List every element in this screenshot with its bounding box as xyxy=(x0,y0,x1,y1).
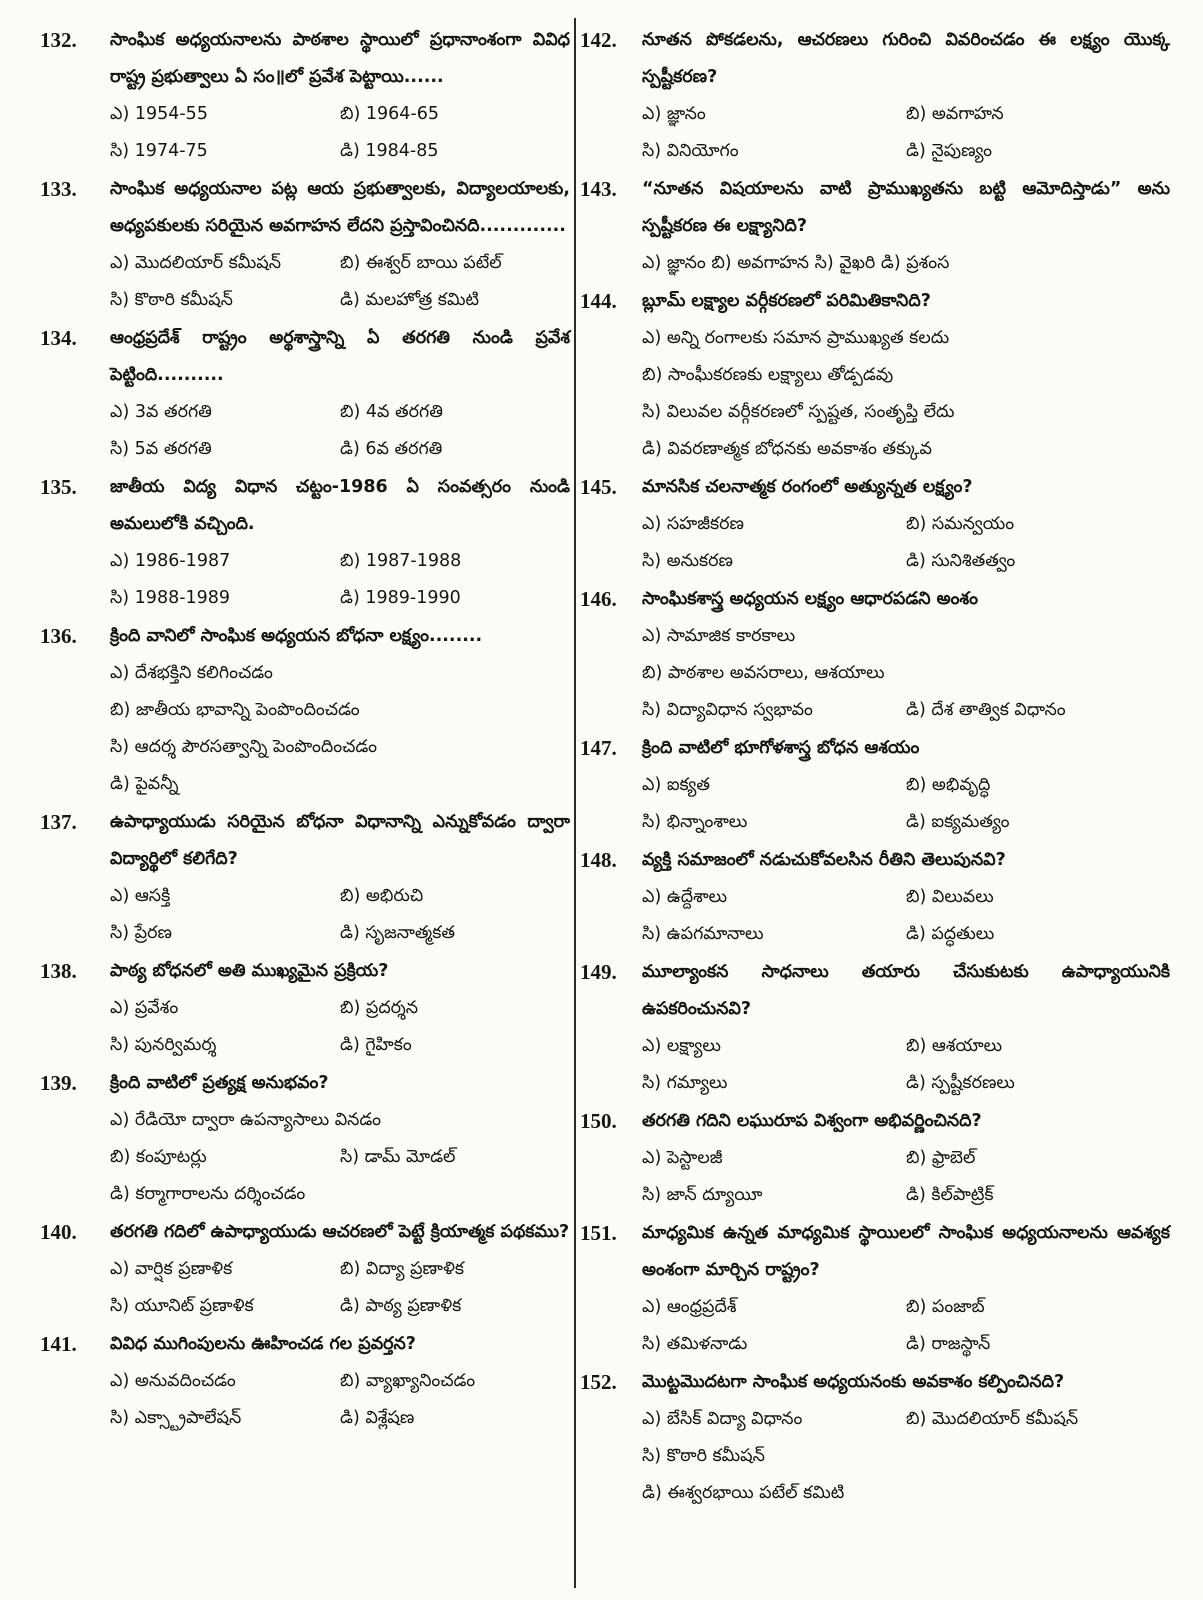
option: సి) కొఠారి కమీషన్ xyxy=(642,1446,765,1466)
question-text: మొట్టమొదటగా సాంఘిక అధ్యయనంకు అవకాశం కల్పించినది? xyxy=(642,1372,1065,1392)
question xyxy=(580,954,1170,1102)
question xyxy=(40,469,570,617)
option: ఎ) జ్ఞానం బి) అవగాహన సి) వైఖరి డి) ప్రశంస xyxy=(642,253,950,273)
question-stem xyxy=(580,1103,1170,1140)
option: బి) అభివృద్ధి xyxy=(906,775,991,795)
question-number: 136. xyxy=(40,624,77,648)
question-text: సాంఘిక అధ్యయనాల పట్ల ఆయ ప్రభుత్వాలకు, విద్యాలయాలకు, అధ్యపకులకు సరియైన అవగాహన లేదని ప్రస్తావించినది............. xyxy=(110,179,570,236)
question-stem xyxy=(40,1214,570,1251)
question-stem xyxy=(580,171,1170,245)
option: ఎ) 3వ తరగతి xyxy=(110,402,212,422)
question-number: 141. xyxy=(40,1332,77,1356)
option: బి) విద్యా ప్రణాళిక xyxy=(340,1259,465,1279)
option: సి) ఎక్స్ట్రాపాలేషన్ xyxy=(110,1408,242,1428)
option: ఎ) అన్ని రంగాలకు సమాన ప్రాముఖ్యత కలదు xyxy=(642,328,950,348)
option: డి) సృజనాత్మకత xyxy=(340,923,455,943)
option: బి) 1987-1988 xyxy=(340,551,462,571)
option: ఎ) వార్షిక ప్రణాళిక xyxy=(110,1259,233,1279)
option: బి) కంపూటర్లు xyxy=(110,1147,207,1167)
options xyxy=(40,1363,570,1437)
options xyxy=(40,878,570,952)
option: బి) విలువలు xyxy=(906,887,994,907)
options xyxy=(580,245,1170,282)
option: బి) ఫ్రాబెల్ xyxy=(906,1148,976,1168)
option: డి) సునిశితత్వం xyxy=(906,551,1016,571)
options xyxy=(580,1401,1170,1512)
options xyxy=(580,506,1170,580)
column-divider xyxy=(574,18,576,1588)
question-stem xyxy=(580,1364,1170,1401)
question-stem xyxy=(580,22,1170,96)
option: సి) 1988-1989 xyxy=(110,588,231,608)
option: సి) ఉపగమానాలు xyxy=(642,924,764,944)
question-number: 146. xyxy=(580,587,617,611)
question xyxy=(580,469,1170,580)
option: డి) పాఠ్య ప్రణాళిక xyxy=(340,1296,462,1316)
question-text: తరగతి గదిలో ఉపాధ్యాయుడు ఆచరణలో పెట్టే క్రియాత్మక పథకము? xyxy=(110,1222,570,1242)
option: సి) డామ్ మోడల్ xyxy=(340,1147,456,1167)
option: బి) అవగాహన xyxy=(906,104,1004,124)
option: డి) పద్ధతులు xyxy=(906,924,995,944)
question-text: వ్యక్తి సమాజంలో నడుచుకోవలసిన రీతిని తెలుపునవి? xyxy=(642,850,1006,870)
question-stem xyxy=(580,842,1170,879)
option: డి) స్పష్టీకరణలు xyxy=(906,1073,1015,1093)
options xyxy=(580,96,1170,170)
question xyxy=(580,581,1170,729)
option: డి) నైపుణ్యం xyxy=(906,141,993,161)
option: ఎ) దేశభక్తిని కలిగించడం xyxy=(110,663,273,683)
option: సి) ప్రేరణ xyxy=(110,923,172,943)
option: డి) గైహికం xyxy=(340,1035,412,1055)
question-stem xyxy=(580,1215,1170,1289)
question-number: 135. xyxy=(40,475,77,499)
question-number: 140. xyxy=(40,1220,77,1244)
question-number: 133. xyxy=(40,177,77,201)
question-text: పాఠ్య బోధనలో అతి ముఖ్యమైన ప్రక్రియ? xyxy=(110,961,389,981)
question-number: 132. xyxy=(40,28,77,52)
question-number: 151. xyxy=(580,1221,617,1245)
option: డి) 1984-85 xyxy=(340,141,439,161)
option: ఎ) అనువదించడం xyxy=(110,1371,236,1391)
option: సి) 5వ తరగతి xyxy=(110,439,212,459)
option: బి) ఆశయాలు xyxy=(906,1036,1003,1056)
option: ఎ) పెస్టాలజీ xyxy=(642,1148,723,1168)
options xyxy=(40,655,570,803)
question xyxy=(580,171,1170,282)
question-stem xyxy=(580,283,1170,320)
question xyxy=(580,1103,1170,1214)
option: ఎ) జ్ఞానం xyxy=(642,104,706,124)
question-number: 139. xyxy=(40,1071,77,1095)
question xyxy=(40,953,570,1064)
options xyxy=(580,320,1170,468)
question xyxy=(580,22,1170,170)
question-text: “నూతన విషయాలను వాటి ప్రాముఖ్యతను బట్టి ఆమోదిస్తాడు” అను స్పష్టీకరణ ఈ లక్ష్యానిది? xyxy=(642,179,1170,236)
question-stem xyxy=(40,469,570,543)
question-stem xyxy=(40,618,570,655)
option: బి) జాతీయ భావాన్ని పెంపొందించడం xyxy=(110,700,360,720)
question-number: 148. xyxy=(580,848,617,872)
option: సి) యూనిట్ ప్రణాళిక xyxy=(110,1296,254,1316)
question-number: 150. xyxy=(580,1109,617,1133)
option: సి) 1974-75 xyxy=(110,141,208,161)
option: డి) విశ్లేషణ xyxy=(340,1408,415,1428)
option: ఎ) మొదలియార్ కమీషన్ xyxy=(110,253,282,273)
question xyxy=(40,1326,570,1437)
option: సి) కొఠారి కమీషన్ xyxy=(110,290,233,310)
question xyxy=(580,1364,1170,1512)
option: సి) గమ్యాలు xyxy=(642,1073,728,1093)
options xyxy=(40,394,570,468)
question-number: 137. xyxy=(40,810,77,834)
option: డి) ఈశ్వరభాయి పటేల్ కమిటి xyxy=(642,1483,845,1503)
option: సి) పునర్విమర్శ xyxy=(110,1035,217,1055)
question-stem xyxy=(580,469,1170,506)
options xyxy=(580,1289,1170,1363)
option: సి) విలువల వర్గీకరణలో స్పష్టత, సంతృప్తి లేదు xyxy=(642,402,955,422)
option: సి) విద్యావిధాన స్వభావం xyxy=(642,700,813,720)
option: డి) రాజస్థాన్ xyxy=(906,1334,991,1354)
right-column xyxy=(580,22,1170,1513)
question-number: 147. xyxy=(580,736,617,760)
options xyxy=(580,618,1170,729)
option: బి) పాఠశాల అవసరాలు, ఆశయాలు xyxy=(642,663,885,683)
option: ఎ) సహజీకరణ xyxy=(642,514,744,534)
option: సి) తమిళనాడు xyxy=(642,1334,748,1354)
question-text: ఆంధ్రప్రదేశ్ రాష్ట్రం అర్థశాస్త్రాన్ని ఏ తరగతి నుండి ప్రవేశ పెట్టింది.......... xyxy=(110,328,570,385)
question xyxy=(580,283,1170,468)
options xyxy=(40,96,570,170)
options xyxy=(580,767,1170,841)
option: బి) వ్యాఖ్యానించడం xyxy=(340,1371,476,1391)
option: డి) కిల్‌పాట్రిక్ xyxy=(906,1185,994,1205)
option: డి) పైవన్నీ xyxy=(110,774,179,794)
option: బి) 4వ తరగతి xyxy=(340,402,443,422)
option: డి) మలహోత్ర కమిటి xyxy=(340,290,479,310)
question-number: 134. xyxy=(40,326,77,350)
option: సి) వినియోగం xyxy=(642,141,739,161)
option: బి) సమన్వయం xyxy=(906,514,1015,534)
option: బి) ప్రదర్శన xyxy=(340,998,419,1018)
option: సి) అనుకరణ xyxy=(642,551,733,571)
question xyxy=(40,1214,570,1325)
option: బి) పంజాబ్ xyxy=(906,1297,985,1317)
question xyxy=(40,1065,570,1213)
option: డి) ఐక్యమత్యం xyxy=(906,812,1010,832)
options xyxy=(580,879,1170,953)
option: డి) వివరణాత్మక బోధనకు అవకాశం తక్కువ xyxy=(642,439,932,459)
question-stem xyxy=(580,954,1170,1028)
option: ఎ) 1954-55 xyxy=(110,104,208,124)
options xyxy=(40,990,570,1064)
question-text: మాధ్యమిక ఉన్నత మాధ్యమిక స్థాయిలలో సాంఘిక అధ్యయనాలను ఆవశ్యక అంశంగా మార్చిన రాష్ట్రం? xyxy=(642,1223,1170,1280)
question-stem xyxy=(580,730,1170,767)
options xyxy=(40,1251,570,1325)
option: డి) 1989-1990 xyxy=(340,588,461,608)
option: బి) 1964-65 xyxy=(340,104,440,124)
options xyxy=(40,1102,570,1213)
option: బి) మొదలియార్ కమీషన్ xyxy=(906,1409,1079,1429)
question-stem xyxy=(580,581,1170,618)
question-stem xyxy=(40,320,570,394)
option: ఎ) 1986-1987 xyxy=(110,551,231,571)
option: బి) సాంఘీకరణకు లక్ష్యాలు తోడ్పడవు xyxy=(642,365,894,385)
question-text: జాతీయ విద్య విధాన చట్టం-1986 ఏ సంవత్సరం నుండి అమలులోకి వచ్చింది. xyxy=(110,477,570,534)
question-number: 143. xyxy=(580,177,617,201)
question-text: తరగతి గదిని లఘురూప విశ్వంగా అభివర్ణించినది? xyxy=(642,1111,982,1131)
question-stem xyxy=(40,953,570,990)
option: బి) అభిరుచి xyxy=(340,886,424,906)
question-text: ఉపాధ్యాయుడు సరియైన బోధనా విధానాన్ని ఎన్నుకోవడం ద్వారా విద్యార్థిలో కలిగేది? xyxy=(110,812,570,869)
question xyxy=(580,1215,1170,1363)
option: ఎ) రేడియో ద్వారా ఉపన్యాసాలు వినడం xyxy=(110,1110,381,1130)
question-stem xyxy=(40,804,570,878)
question xyxy=(580,842,1170,953)
question-number: 145. xyxy=(580,475,617,499)
question xyxy=(40,618,570,803)
option: సి) ఆదర్శ పౌరసత్వాన్ని పెంపొందించడం xyxy=(110,737,377,757)
option: సి) జాన్ ద్యూయీ xyxy=(642,1185,763,1205)
question xyxy=(40,804,570,952)
question-number: 142. xyxy=(580,28,617,52)
option: ఎ) ఆంధ్రప్రదేశ్ xyxy=(642,1297,737,1317)
left-column xyxy=(40,22,570,1438)
option: ఎ) లక్ష్యాలు xyxy=(642,1036,721,1056)
option: బి) ఈశ్వర్ బాయి పటేల్ xyxy=(340,253,502,273)
question-text: మూల్యాంకన సాధనాలు తయారు చేసుకుటకు ఉపాధ్యాయునికి ఉపకరించునవి? xyxy=(642,962,1170,1019)
question-text: వివిధ ముగింపులను ఊహించడ గల ప్రవర్తన? xyxy=(110,1334,416,1354)
question-text: క్రింది వాటిలో భూగోళశాస్త్ర బోధన ఆశయం xyxy=(642,738,920,758)
question-number: 144. xyxy=(580,289,617,313)
option: ఎ) సామాజిక కారకాలు xyxy=(642,626,796,646)
options xyxy=(580,1028,1170,1102)
question xyxy=(40,22,570,170)
option: డి) 6వ తరగతి xyxy=(340,439,443,459)
question-number: 152. xyxy=(580,1370,617,1394)
question-stem xyxy=(40,1326,570,1363)
question xyxy=(40,320,570,468)
question-text: క్రింది వాటిలో ప్రత్యక్ష అనుభవం? xyxy=(110,1073,329,1093)
question-text: సాంఘిక అధ్యయనాలను పాఠశాల స్థాయిలో ప్రధానాంశంగా వివిధ రాష్ట్ర ప్రభుత్వాలు ఏ సం॥లో ప్రవేశ పెట్టాయి...... xyxy=(110,30,570,87)
question-text: సాంఘికశాస్త్ర అధ్యయన లక్ష్యం ఆధారపడని అంశం xyxy=(642,589,979,609)
question-text: బ్లూమ్ లక్ష్యాల వర్గీకరణలో పరిమితికానిది? xyxy=(642,291,931,311)
question-stem xyxy=(40,171,570,245)
option: ఎ) ఆసక్తి xyxy=(110,886,171,906)
option: సి) భిన్నాంశాలు xyxy=(642,812,748,832)
question-number: 149. xyxy=(580,960,617,984)
option: డి) దేశ తాత్విక విధానం xyxy=(906,700,1066,720)
option: ఎ) ప్రవేశం xyxy=(110,998,179,1018)
question-stem xyxy=(40,22,570,96)
options xyxy=(580,1140,1170,1214)
option: ఎ) ఐక్యత xyxy=(642,775,711,795)
question-text: నూతన పోకడలను, ఆచరణలు గురించి వివరించడం ఈ లక్ష్యం యొక్క స్పష్టీకరణ? xyxy=(642,30,1170,87)
question-number: 138. xyxy=(40,959,77,983)
question-stem xyxy=(40,1065,570,1102)
question xyxy=(40,171,570,319)
option: ఎ) ఉద్దేశాలు xyxy=(642,887,728,907)
options xyxy=(40,245,570,319)
option: ఎ) బేసిక్ విద్యా విధానం xyxy=(642,1409,803,1429)
options xyxy=(40,543,570,617)
option: డి) కర్మాగారాలను దర్శించడం xyxy=(110,1184,306,1204)
question xyxy=(580,730,1170,841)
question-text: క్రింది వానిలో సాంఘిక అధ్యయన బోధనా లక్ష్యం........ xyxy=(110,626,483,646)
question-text: మానసిక చలనాత్మక రంగంలో అత్యున్నత లక్ష్యం? xyxy=(642,477,973,497)
